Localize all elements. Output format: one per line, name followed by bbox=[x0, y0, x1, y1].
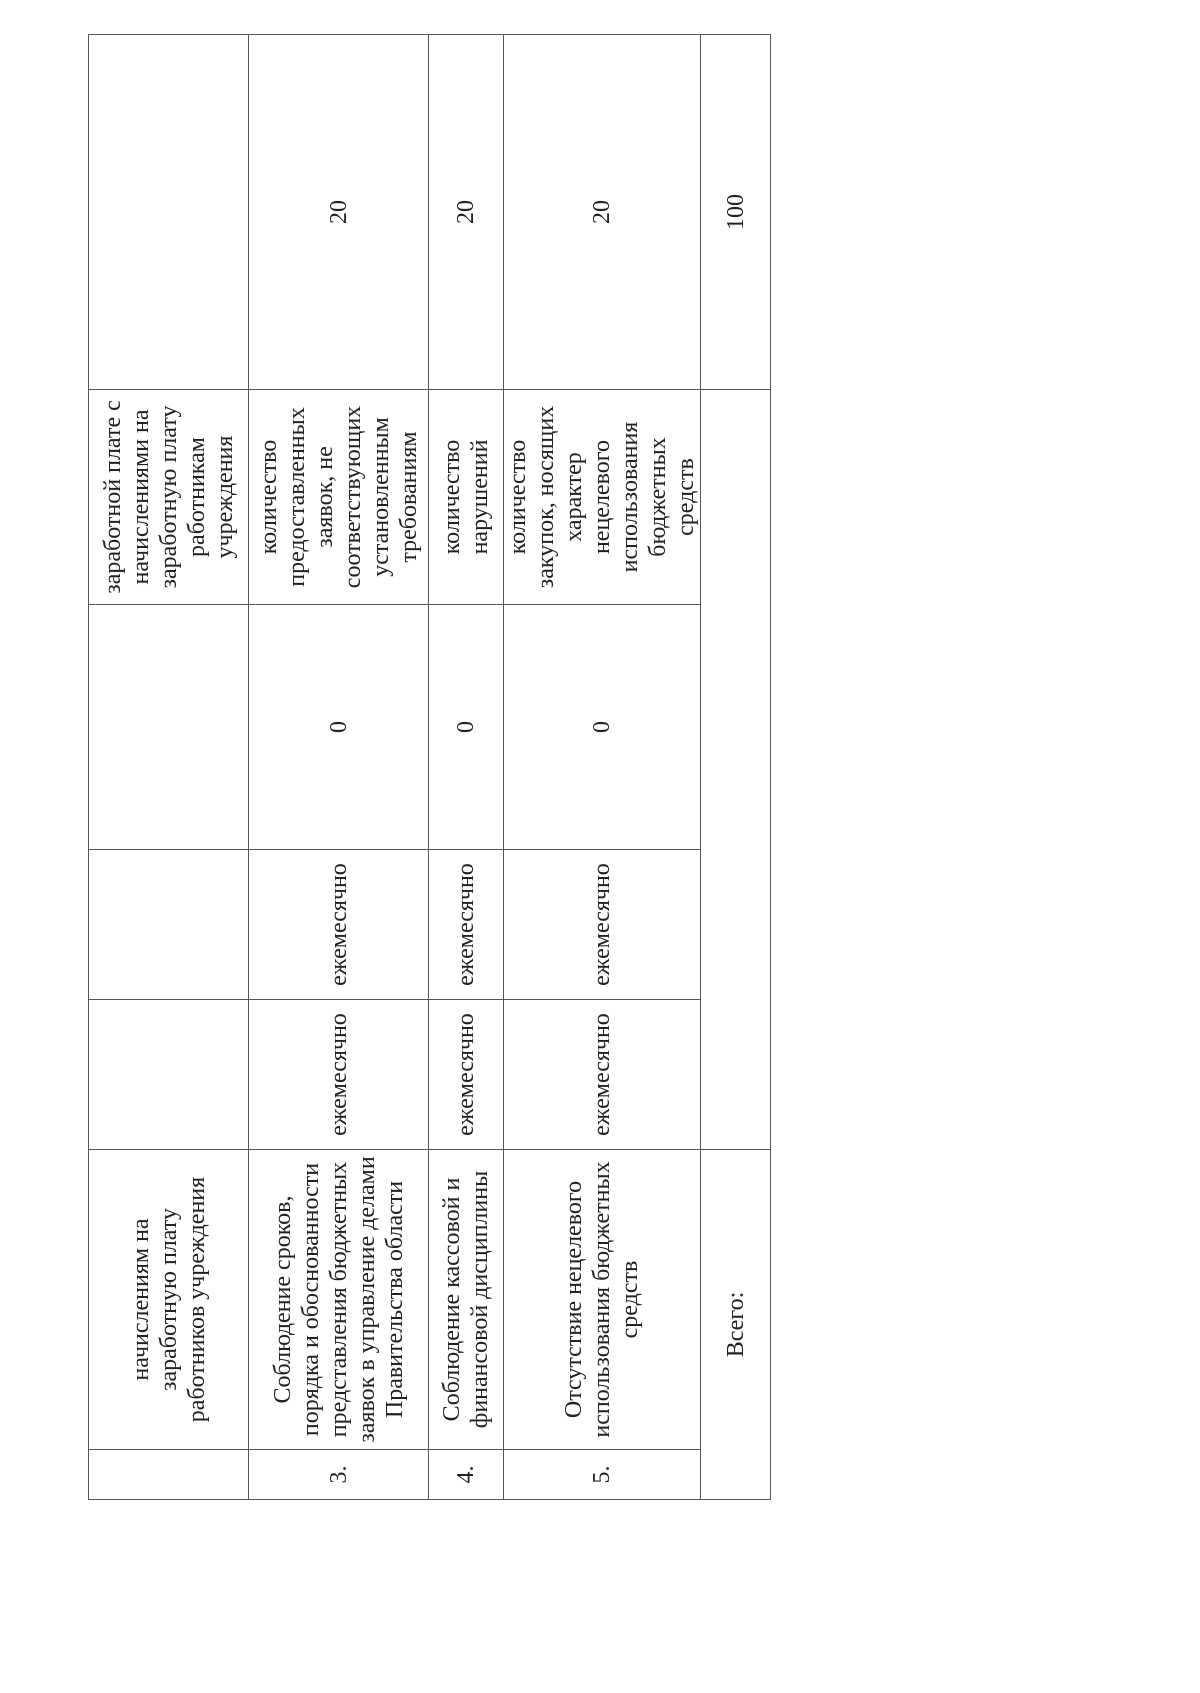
periodicity-cell bbox=[89, 1000, 249, 1150]
rotated-table-container bbox=[88, 35, 749, 1500]
row-number: 3. bbox=[249, 1450, 429, 1500]
points-cell: 20 bbox=[429, 35, 504, 390]
points-cell: 20 bbox=[249, 35, 429, 390]
criterion-cell: Соблюдение кассовой и финансовой дисциплины bbox=[429, 1150, 504, 1450]
table-row-continuation bbox=[89, 35, 249, 1500]
total-empty-cell bbox=[701, 1000, 771, 1150]
row-number: 5. bbox=[504, 1450, 701, 1500]
measure-cell: количество закупок, носящих характер нецелевого использования бюджетных средств bbox=[504, 390, 701, 605]
criterion-cell: Соблюдение сроков, порядка и обоснованности представления бюджетных заявок в управление делами Правительства области bbox=[249, 1150, 429, 1450]
reporting-cell: ежемесячно bbox=[249, 850, 429, 1000]
total-empty-cell bbox=[701, 605, 771, 850]
points-cell: 20 bbox=[504, 35, 701, 390]
target-cell: 0 bbox=[504, 605, 701, 850]
reporting-cell bbox=[89, 850, 249, 1000]
row-number bbox=[89, 1450, 249, 1500]
reporting-cell: ежемесячно bbox=[429, 850, 504, 1000]
measure-cell: количество предоставленных заявок, не соответствующих установленным требованиям bbox=[249, 390, 429, 605]
measure-cell: заработной плате с начислениями на заработную плату работникам учреждения bbox=[89, 390, 249, 605]
criterion-cell: Отсутствие нецелевого использования бюджетных средств bbox=[504, 1150, 701, 1450]
measure-cell: количество нарушений bbox=[429, 390, 504, 605]
target-cell: 0 bbox=[249, 605, 429, 850]
total-empty-cell bbox=[701, 850, 771, 1000]
total-empty-cell bbox=[701, 390, 771, 605]
criterion-cell: начислениям на заработную плату работников учреждения bbox=[89, 1150, 249, 1450]
periodicity-cell: ежемесячно bbox=[249, 1000, 429, 1150]
table-row bbox=[504, 35, 701, 1500]
row-number: 4. bbox=[429, 1450, 504, 1500]
table-row bbox=[249, 35, 429, 1500]
table-row-total bbox=[701, 35, 771, 1500]
total-label: Всего: bbox=[701, 1150, 771, 1500]
table-row bbox=[429, 35, 504, 1500]
periodicity-cell: ежемесячно bbox=[429, 1000, 504, 1150]
criteria-table bbox=[88, 34, 771, 1500]
target-cell: 0 bbox=[429, 605, 504, 850]
target-cell bbox=[89, 605, 249, 850]
total-points: 100 bbox=[701, 35, 771, 390]
points-cell bbox=[89, 35, 249, 390]
periodicity-cell: ежемесячно bbox=[504, 1000, 701, 1150]
reporting-cell: ежемесячно bbox=[504, 850, 701, 1000]
